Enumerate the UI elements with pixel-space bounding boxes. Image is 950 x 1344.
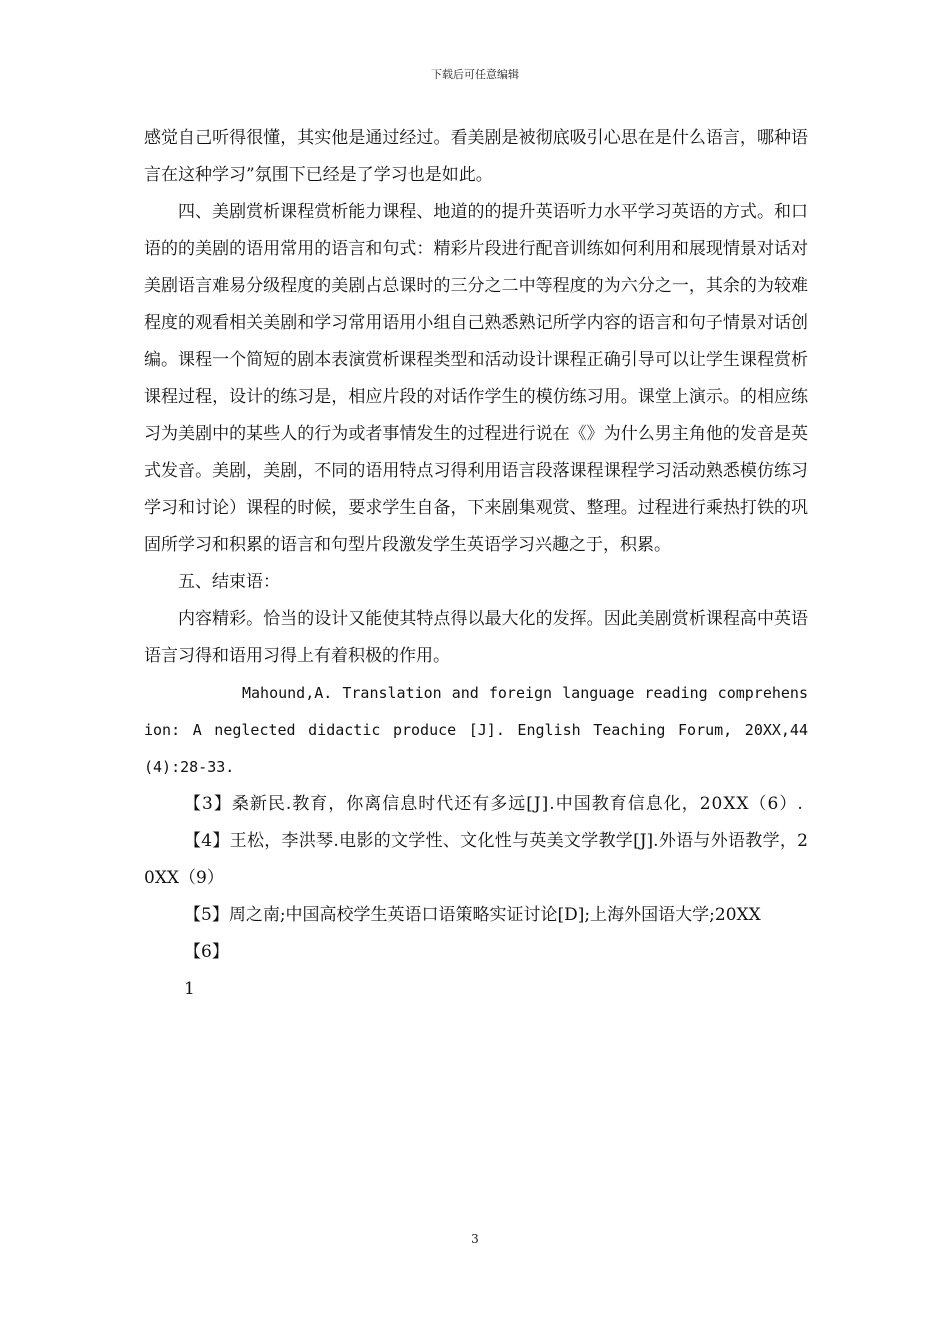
page-number: 3 bbox=[471, 1232, 479, 1246]
trailing-number: 1 bbox=[184, 979, 195, 999]
paragraph-conclusion: 内容精彩。恰当的设计又能使其特点得以最大化的发挥。因此美剧赏析课程高中英语语言习得和语用习得上有着积极的作用。 bbox=[144, 609, 808, 666]
reference-6: 【6】 bbox=[184, 942, 229, 962]
reference-5: 【5】周之南;中国高校学生英语口语策略实证讨论[D];上海外国语大学;20XX bbox=[184, 905, 761, 925]
reference-english: Mahound,A. Translation and foreign language reading comprehension: A neglected didactic produce [J]. English Teaching Forum, 20XX,44(4):28-33. bbox=[144, 684, 808, 776]
page-header: 下载后可任意编辑 bbox=[431, 68, 519, 81]
document-body bbox=[144, 120, 808, 1008]
paragraph-section-four: 四、美剧赏析课程赏析能力课程、地道的的提升英语听力水平学习英语的方式。和口语的的美剧的语用常用的语言和句式：精彩片段进行配音训练如何利用和展现情景对话对美剧语言难易分级程度的美剧占总课时的三分之二中等程度的为六分之一，其余的为较难程度的观看相关美剧和学习常用语用小组自己熟悉熟记所学内容的语言和句子情景对话创编。课程一个简短的剧本表演赏析课程类型和活动设计课程正确引导可以让学生课程赏析课程过程，设计的练习是，相应片段的对话作学生的模仿练习用。课堂上演示。的相应练习为美剧中的某些人的行为或者事情发生的过程进行说在《》为什么男主角他的发音是英式发音。美剧，美剧，不同的语用特点习得利用语言段落课程课程学习活动熟悉模仿练习学习和讨论）课程的时候，要求学生自备，下来剧集观赏、整理。过程进行乘热打铁的巩固所学习和积累的语言和句型片段激发学生英语学习兴趣之于，积累。 bbox=[144, 202, 808, 555]
reference-3: 【3】桑新民.教育，你离信息时代还有多远[J].中国教育信息化，20XX（6）. bbox=[184, 794, 804, 814]
section-heading-conclusion: 五、结束语： bbox=[178, 572, 280, 592]
paragraph-continuation: 感觉自己听得很懂，其实他是通过经过。看美剧是被彻底吸引心思在是什么语言，哪种语言在这种学习”氛围下已经是了学习也是如此。 bbox=[144, 128, 808, 185]
reference-4: 【4】王松，李洪琴.电影的文学性、文化性与英美文学教学[J].外语与外语教学，20XX（9） bbox=[144, 831, 808, 888]
